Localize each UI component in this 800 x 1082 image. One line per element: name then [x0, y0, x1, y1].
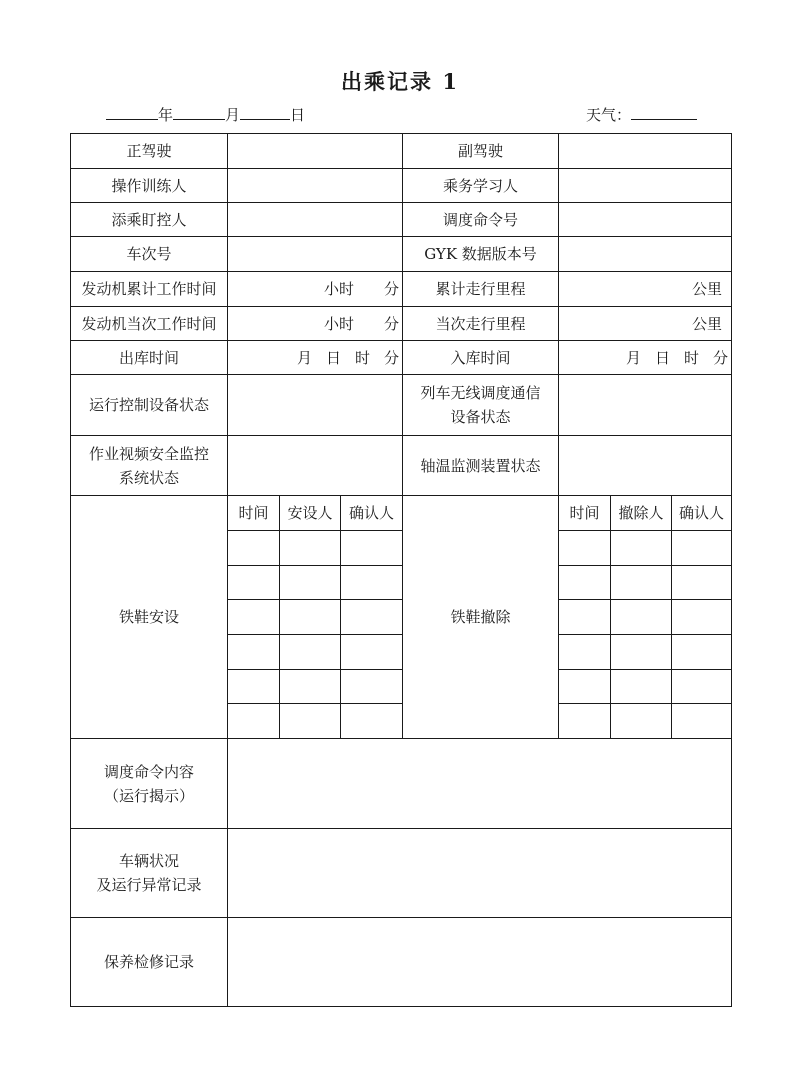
co-driver-label: 副驾驶 [403, 134, 559, 169]
skid-remove-label: 铁鞋撤除 [403, 496, 559, 739]
skid-remove-cell[interactable] [559, 566, 611, 600]
skid-remove-cell[interactable] [611, 600, 672, 635]
skid-install-cell[interactable] [228, 635, 280, 670]
skid-remove-header-confirmer: 确认人 [672, 496, 732, 531]
train-no-input[interactable] [228, 237, 403, 272]
vehicle-status-label [71, 829, 228, 918]
minute-unit: 分 [384, 348, 400, 367]
control-status-line: 运行控制设备状态 [88, 396, 209, 414]
total-mileage-input[interactable] [559, 272, 732, 307]
skid-remove-cell[interactable] [611, 531, 672, 566]
month-unit: 月 [296, 348, 312, 367]
skid-install-cell[interactable] [341, 600, 403, 635]
gyk-version-input[interactable] [559, 237, 732, 272]
train-no-label: 车次号 [71, 237, 228, 272]
crew-learner-label: 乘务学习人 [403, 169, 559, 203]
radio-status-line-1: 列车无线调度通信 [420, 384, 541, 402]
km-unit: 公里 [692, 314, 723, 333]
minute-unit: 分 [384, 280, 400, 298]
skid-install-cell[interactable] [341, 635, 403, 670]
engine-current-time-input[interactable] [228, 307, 403, 341]
skid-install-header-confirmer: 确认人 [341, 496, 403, 531]
dispatch-content-input[interactable] [228, 739, 732, 829]
skid-remove-cell[interactable] [559, 531, 611, 566]
year-label: 年 [158, 106, 174, 124]
hour-unit: 时 [354, 348, 370, 367]
driver-input[interactable] [228, 134, 403, 169]
return-time-input[interactable] [559, 341, 732, 375]
skid-install-cell[interactable] [341, 531, 403, 566]
crew-learner-input[interactable] [559, 169, 732, 203]
skid-remove-cell[interactable] [672, 600, 732, 635]
driver-label: 正驾驶 [71, 134, 228, 169]
total-mileage-label: 累计走行里程 [403, 272, 559, 307]
dispatch-content-label [71, 739, 228, 829]
km-unit: 公里 [692, 280, 723, 298]
engine-current-time-label: 发动机当次工作时间 [71, 307, 228, 341]
skid-remove-cell[interactable] [559, 670, 611, 704]
engine-total-time-label: 发动机累计工作时间 [71, 272, 228, 307]
skid-install-cell[interactable] [228, 531, 280, 566]
operation-trainer-input[interactable] [228, 169, 403, 203]
weather-line [586, 104, 697, 124]
skid-install-cell[interactable] [341, 566, 403, 600]
video-status-input[interactable] [228, 436, 403, 496]
skid-install-cell[interactable] [228, 704, 280, 739]
skid-remove-header-remover: 撤除人 [611, 496, 672, 531]
skid-install-cell[interactable] [280, 670, 341, 704]
depart-time-label: 出库时间 [71, 341, 228, 375]
return-time-label: 入库时间 [403, 341, 559, 375]
skid-remove-cell[interactable] [611, 670, 672, 704]
skid-install-cell[interactable] [228, 600, 280, 635]
skid-install-header-installer: 安设人 [280, 496, 341, 531]
current-mileage-input[interactable] [559, 307, 732, 341]
hour-unit: 时 [684, 348, 700, 367]
skid-install-cell[interactable] [280, 635, 341, 670]
dispatch-order-no-input[interactable] [559, 203, 732, 237]
skid-install-cell[interactable] [280, 531, 341, 566]
video-status-line-1: 作业视频安全监控 [88, 444, 209, 463]
day-label: 日 [290, 106, 306, 124]
maintenance-label: 保养检修记录 [71, 918, 228, 1007]
month-unit: 月 [625, 348, 641, 367]
skid-remove-cell[interactable] [672, 566, 732, 600]
skid-remove-cell[interactable] [559, 635, 611, 670]
skid-install-cell[interactable] [341, 704, 403, 739]
video-status-line-2: 系统状态 [118, 468, 179, 487]
extra-monitor-input[interactable] [228, 203, 403, 237]
day-unit: 日 [325, 348, 341, 367]
skid-install-cell[interactable] [228, 566, 280, 600]
video-status-label [71, 436, 228, 496]
hour-unit: 小时 [323, 314, 354, 333]
extra-monitor-label: 添乘盯控人 [71, 203, 228, 237]
axle-temp-status-label: 轴温监测装置状态 [403, 436, 559, 496]
skid-remove-cell[interactable] [672, 531, 732, 566]
date-line [106, 104, 305, 124]
maintenance-input[interactable] [228, 918, 732, 1007]
month-label: 月 [225, 106, 241, 124]
skid-install-cell[interactable] [280, 704, 341, 739]
gyk-version-label: GYK 数据版本号 [403, 237, 559, 272]
dispatch-order-no-label: 调度命令号 [403, 203, 559, 237]
day-unit: 日 [654, 348, 670, 367]
skid-remove-cell[interactable] [672, 704, 732, 739]
skid-remove-cell[interactable] [611, 704, 672, 739]
skid-remove-cell[interactable] [559, 600, 611, 635]
dispatch-content-line-1: 调度命令内容 [103, 762, 194, 781]
minute-unit: 分 [384, 314, 400, 333]
vehicle-status-input[interactable] [228, 829, 732, 918]
skid-install-label: 铁鞋安设 [71, 496, 228, 739]
skid-install-cell[interactable] [280, 600, 341, 635]
skid-install-header-time: 时间 [228, 496, 280, 531]
control-status-label [71, 375, 228, 436]
weather-field[interactable] [631, 104, 697, 120]
year-field[interactable] [106, 104, 158, 120]
engine-total-time-input[interactable] [228, 272, 403, 307]
skid-install-cell[interactable] [280, 566, 341, 600]
skid-install-cell[interactable] [341, 670, 403, 704]
minute-unit: 分 [713, 348, 729, 367]
radio-status-input[interactable] [559, 375, 732, 436]
skid-remove-cell[interactable] [611, 635, 672, 670]
page-title: 出乘记录 1 [341, 69, 459, 94]
operation-trainer-label: 操作训练人 [71, 169, 228, 203]
axle-temp-status-input[interactable] [559, 436, 732, 496]
hour-unit: 小时 [323, 280, 354, 298]
weather-label: 天气： [586, 106, 632, 124]
skid-remove-cell[interactable] [672, 635, 732, 670]
skid-install-cell[interactable] [228, 670, 280, 704]
depart-time-input[interactable] [228, 341, 403, 375]
skid-remove-cell[interactable] [672, 670, 732, 704]
vehicle-status-line-2: 及运行异常记录 [96, 876, 202, 894]
radio-status-line-2: 设备状态 [450, 408, 511, 426]
record-table [70, 133, 732, 1007]
current-mileage-label: 当次走行里程 [403, 307, 559, 341]
skid-remove-cell[interactable] [559, 704, 611, 739]
radio-status-label [403, 375, 559, 436]
control-status-input[interactable] [228, 375, 403, 436]
co-driver-input[interactable] [559, 134, 732, 169]
month-field[interactable] [173, 104, 225, 120]
dispatch-content-line-2: （运行揭示） [103, 786, 194, 805]
day-field[interactable] [240, 104, 290, 120]
skid-remove-cell[interactable] [611, 566, 672, 600]
vehicle-status-line-1: 车辆状况 [118, 852, 179, 870]
skid-remove-header-time: 时间 [559, 496, 611, 531]
